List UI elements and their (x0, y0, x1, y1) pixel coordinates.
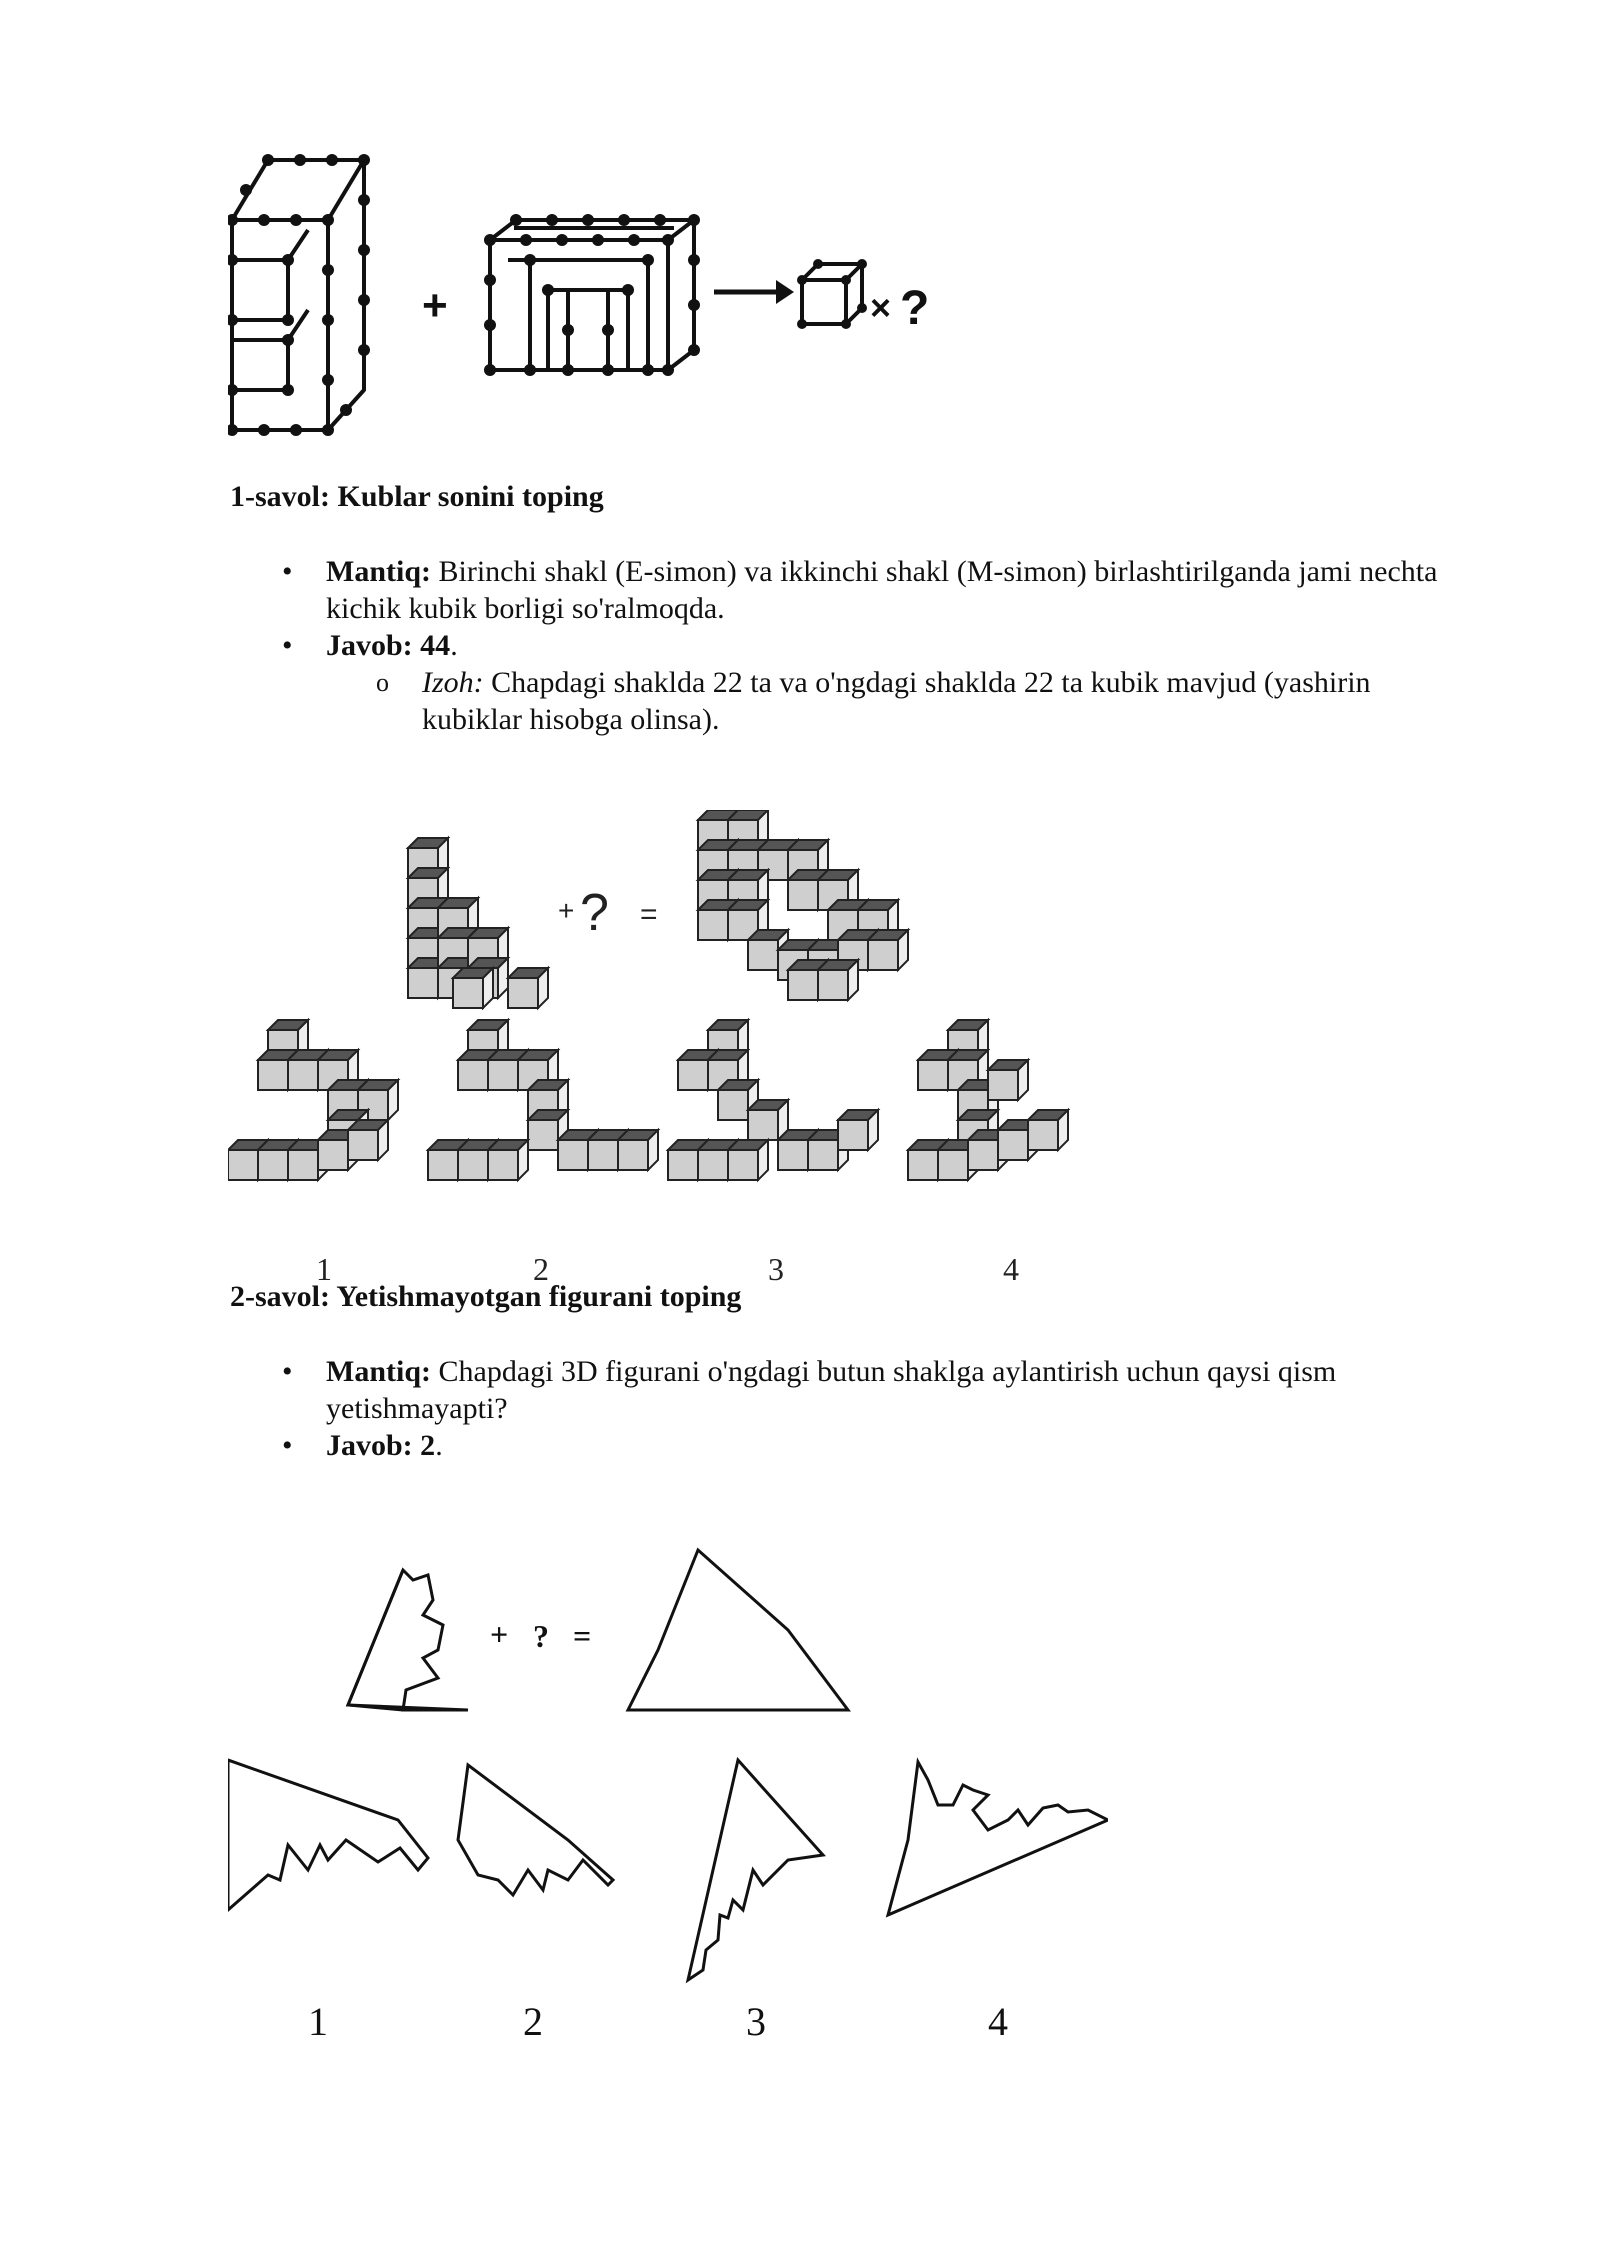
question-1-list (230, 553, 1470, 738)
option-1-label: 1 (316, 1251, 332, 1287)
partial-3d-figure (408, 838, 548, 1008)
option-1-figure (228, 1020, 398, 1180)
question-1-logic-item (230, 553, 1470, 627)
partial-triangle-piece (348, 1570, 468, 1710)
option-3-label: 3 (768, 1251, 784, 1287)
answer-label: Javob: 2 (326, 1429, 436, 1462)
option-4-piece (888, 1762, 1108, 1915)
question-2-answer-item (230, 1427, 1470, 1464)
question-2-logic-item (230, 1353, 1470, 1427)
option-1-piece (228, 1760, 428, 1910)
question-1-answer-item (230, 627, 1470, 738)
option-4-label: 4 (988, 1999, 1008, 2044)
e-shape-dots (228, 154, 370, 436)
question-mark: ? (900, 282, 930, 335)
option-2-piece (458, 1765, 613, 1895)
question-1-note-list (326, 664, 1470, 738)
triangle-pieces-diagram (228, 1540, 1108, 2060)
option-4-figure (908, 1020, 1068, 1180)
answer-suffix: . (435, 1429, 443, 1462)
answer-label: Javob: 44 (326, 629, 451, 662)
unit-cube-icon (802, 264, 862, 324)
answer-suffix: . (450, 629, 458, 662)
plus-sign: + (422, 281, 448, 330)
complete-3d-figure (698, 810, 908, 1000)
plus-sign: + (490, 1616, 509, 1652)
times-sign: × (870, 287, 892, 328)
figure-cube-count-puzzle (228, 140, 948, 450)
figure-missing-3d-piece (228, 810, 1108, 1290)
plus-sign: + (558, 895, 575, 926)
figure-missing-triangle-piece (228, 1540, 1108, 2060)
option-3-piece (688, 1760, 823, 1980)
note-text: Chapdagi shaklda 22 ta va o'ngdagi shaklda 22 ta kubik mavjud (yashirin kubiklar hisobga olinsa). (422, 666, 1371, 736)
option-4-label: 4 (1003, 1251, 1019, 1287)
option-3-label: 3 (746, 1999, 766, 2044)
cube-assembly-diagram (228, 810, 1108, 1290)
question-mark: ? (580, 884, 609, 942)
logic-label: Mantiq: (326, 1355, 431, 1388)
option-3-figure (668, 1020, 878, 1180)
note-label: Izoh: (422, 666, 484, 699)
question-2-list (230, 1353, 1470, 1464)
option-2-label: 2 (533, 1251, 549, 1287)
question-2-heading: 2-savol: Yetishmayotgan figurani toping (230, 1280, 742, 1313)
logic-label: Mantiq: (326, 555, 431, 588)
e-shaped-wireframe (232, 160, 364, 430)
complete-triangle (628, 1550, 848, 1710)
question-mark: ? (533, 1618, 549, 1654)
question-1-note-item (326, 664, 1470, 738)
question-1-heading: 1-savol: Kublar sonini toping (230, 480, 604, 513)
option-2-label: 2 (523, 1999, 543, 2044)
logic-text: Chapdagi 3D figurani o'ngdagi butun shaklga aylantirish uchun qaysi qism yetishmayapti? (326, 1355, 1337, 1425)
option-1-label: 1 (308, 1999, 328, 2044)
equals-sign: = (573, 1618, 592, 1654)
equals-sign: = (640, 898, 658, 931)
cube-count-diagram (228, 140, 948, 450)
option-2-figure (428, 1020, 658, 1180)
logic-text: Birinchi shakl (E-simon) va ikkinchi shakl (M-simon) birlashtirilganda jami nechta kichik kubik borligi so'ralmoqda. (326, 555, 1438, 625)
